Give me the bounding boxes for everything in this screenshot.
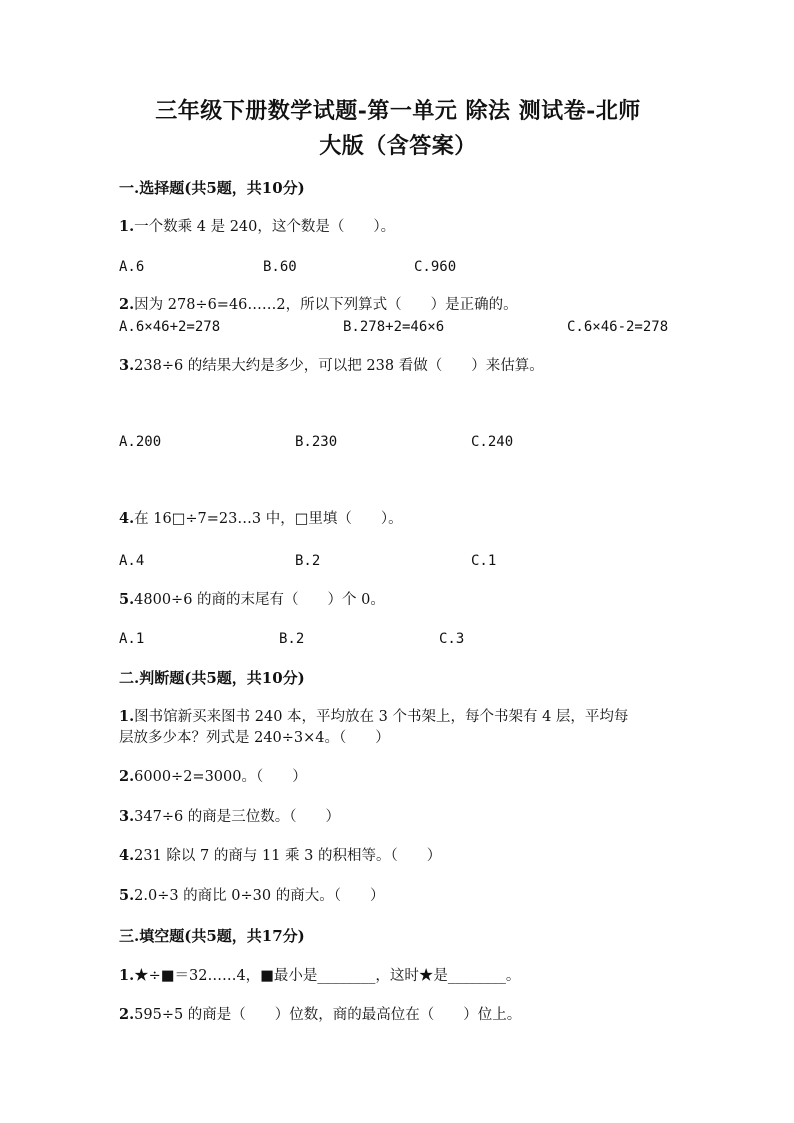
question-judge-1-line2: 层放多少本？列式是 240÷3×4。（ ） (119, 730, 390, 746)
option-c: C.3 (439, 631, 465, 647)
option-a: A.200 (119, 434, 162, 450)
section-heading-judgement: 二.判断题(共5题，共10分) (119, 669, 305, 687)
question-text: 231 除以 7 的商与 11 乘 3 的积相等。（ ） (134, 848, 442, 864)
question-text: 因为 278÷6=46……2，所以下列算式（ ）是正确的。 (134, 297, 518, 313)
question-number: 2. (119, 296, 135, 313)
question-text: 595÷5 的商是（ ）位数，商的最高位在（ ）位上。 (134, 1007, 522, 1023)
question-choice-3 (119, 355, 544, 377)
question-text: 347÷6 的商是三位数。（ ） (134, 809, 341, 825)
question-number: 2. (119, 1006, 135, 1023)
option-b: B.2 (279, 631, 305, 647)
question-number: 5. (119, 887, 135, 904)
exam-title-line2: 大版（含答案） (319, 133, 477, 159)
question-number: 5. (119, 591, 135, 608)
question-text: 238÷6 的结果大约是多少，可以把 238 看做（ ）来估算。 (134, 358, 544, 374)
question-text: 在 16□÷7=23…3 中，□里填（ ）。 (134, 511, 403, 527)
question-text: 6000÷2=3000。（ ） (134, 769, 307, 785)
question-judge-5 (119, 885, 384, 907)
question-number: 1. (119, 967, 135, 984)
section-heading-choice: 一.选择题(共5题，共10分) (119, 179, 305, 197)
question-choice-2 (119, 294, 518, 316)
question-fill-2 (119, 1004, 521, 1026)
option-b: B.230 (295, 434, 338, 450)
question-number: 2. (119, 768, 135, 785)
question-number: 1. (119, 218, 135, 235)
question-text: ★÷■＝32……4，■最小是________，这时★是________。 (134, 968, 521, 984)
question-fill-1 (119, 965, 520, 987)
question-judge-2 (119, 766, 307, 788)
exam-title-line1: 三年级下册数学试题-第一单元 除法 测试卷-北师 (155, 98, 641, 124)
question-text: 4800÷6 的商的末尾有（ ）个 0。 (134, 592, 385, 608)
option-b: B.2 (295, 553, 321, 569)
question-text: 一个数乘 4 是 240，这个数是（ ）。 (134, 219, 396, 235)
question-text: 2.0÷3 的商比 0÷30 的商大。（ ） (134, 888, 385, 904)
option-a: A.1 (119, 631, 145, 647)
option-c: C.1 (471, 553, 497, 569)
option-c: C.240 (471, 434, 514, 450)
option-a: A.4 (119, 553, 145, 569)
question-number: 3. (119, 357, 135, 374)
question-choice-1 (119, 216, 395, 238)
question-number: 4. (119, 510, 135, 527)
question-judge-4 (119, 845, 441, 867)
question-number: 4. (119, 847, 135, 864)
question-judge-1 (119, 706, 628, 728)
option-c: C.6×46-2=278 (567, 319, 669, 335)
option-a: A.6 (119, 259, 145, 275)
option-a: A.6×46+2=278 (119, 319, 221, 335)
question-number: 3. (119, 808, 135, 825)
question-judge-3 (119, 806, 340, 828)
option-b: B.60 (263, 259, 297, 275)
question-choice-4 (119, 508, 403, 530)
question-number: 1. (119, 708, 135, 725)
option-b: B.278+2=46×6 (343, 319, 445, 335)
section-heading-fill: 三.填空题(共5题，共17分) (119, 927, 305, 945)
option-c: C.960 (414, 259, 457, 275)
question-text: 图书馆新买来图书 240 本，平均放在 3 个书架上，每个书架有 4 层，平均每 (134, 709, 629, 725)
question-choice-5 (119, 589, 385, 611)
